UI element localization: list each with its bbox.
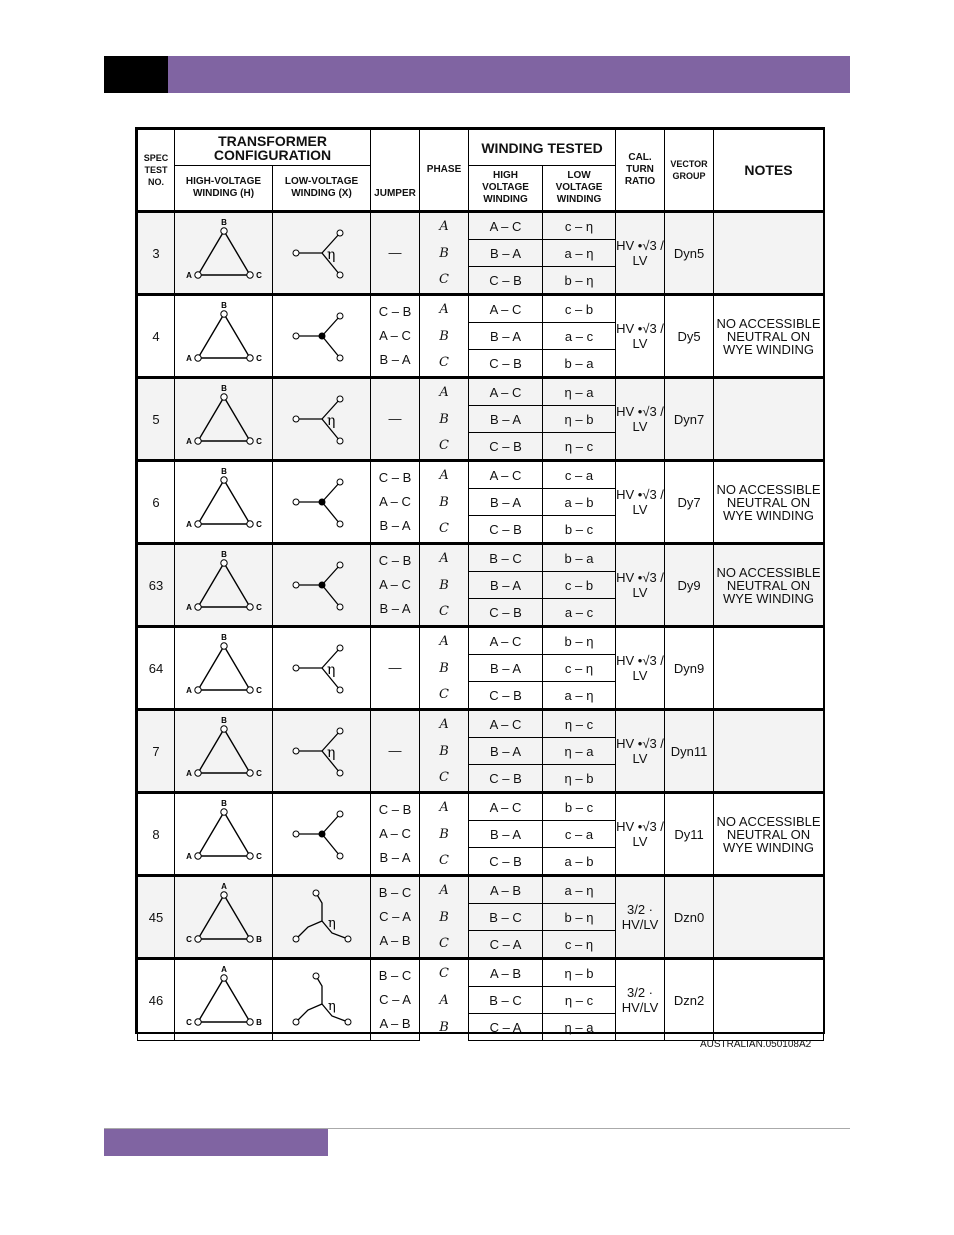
lv-winding-tested: η – a bbox=[543, 378, 616, 406]
hv-winding-tested: C – B bbox=[469, 599, 543, 627]
transformer-table bbox=[137, 129, 824, 1041]
zigzag-winding-diagram bbox=[278, 964, 366, 1036]
spec-test-no: 8 bbox=[138, 793, 175, 876]
jumper-cell: — bbox=[371, 378, 420, 461]
hv-winding-tested: B – A bbox=[469, 406, 543, 433]
lv-winding-cell bbox=[273, 959, 371, 1041]
svg-text:C: C bbox=[255, 852, 262, 861]
jumper-value: A – B bbox=[379, 1016, 411, 1031]
jumper-value: C – B bbox=[378, 802, 412, 817]
phase-cell: C bbox=[420, 682, 469, 710]
lv-winding-tested: η – a bbox=[543, 1014, 616, 1041]
vector-group: Dzn2 bbox=[665, 959, 714, 1041]
svg-text:B: B bbox=[255, 1018, 262, 1027]
phase-header: PHASE bbox=[420, 130, 469, 212]
svg-text:C: C bbox=[255, 271, 262, 280]
vector-group: Dyn9 bbox=[665, 627, 714, 710]
table-row bbox=[138, 959, 824, 987]
phase-cell: A bbox=[420, 710, 469, 738]
jumper-value: B – A bbox=[379, 601, 411, 616]
hv-winding-tested: A – C bbox=[469, 295, 543, 323]
phase-cell: C bbox=[420, 350, 469, 378]
svg-text:A: A bbox=[185, 769, 192, 778]
lv-winding-cell bbox=[273, 876, 371, 959]
vector-group: Dy5 bbox=[665, 295, 714, 378]
jumper-cell bbox=[371, 544, 420, 627]
jumper-value: B – A bbox=[379, 518, 411, 533]
phase-cell: B bbox=[420, 406, 469, 433]
phase-cell: B bbox=[420, 572, 469, 599]
vector-group: Dyn7 bbox=[665, 378, 714, 461]
hv-winding-tested: A – C bbox=[469, 710, 543, 738]
svg-text:C: C bbox=[255, 603, 262, 612]
notes-cell bbox=[714, 959, 824, 1041]
phase-cell: A bbox=[420, 461, 469, 489]
hv-winding-tested: B – C bbox=[469, 544, 543, 572]
jumper-cell: — bbox=[371, 710, 420, 793]
table-row bbox=[138, 876, 824, 904]
wye-winding-diagram bbox=[278, 715, 366, 787]
lv-winding-tested: c – b bbox=[543, 295, 616, 323]
svg-text:η: η bbox=[327, 916, 336, 931]
lv-winding-cell bbox=[273, 627, 371, 710]
turn-ratio: HV •√3 / LV bbox=[616, 793, 665, 876]
jumper-value: B – A bbox=[379, 352, 411, 367]
spec-test-no: 45 bbox=[138, 876, 175, 959]
jumper-value: A – C bbox=[379, 577, 411, 592]
phase-cell: A bbox=[420, 987, 469, 1014]
jumper-value: C – A bbox=[379, 992, 411, 1007]
notes-cell bbox=[714, 378, 824, 461]
lv-winding-tested: a – c bbox=[543, 599, 616, 627]
spec-test-no: 46 bbox=[138, 959, 175, 1041]
lv-winding-tested: a – b bbox=[543, 848, 616, 876]
hv-winding-tested: A – C bbox=[469, 793, 543, 821]
svg-text:A: A bbox=[220, 882, 227, 891]
turn-ratio: HV •√3 / LV bbox=[616, 461, 665, 544]
hv-winding-tested: C – B bbox=[469, 516, 543, 544]
spec-test-no: 4 bbox=[138, 295, 175, 378]
lv-winding-cell bbox=[273, 544, 371, 627]
turn-ratio: HV •√3 / LV bbox=[616, 544, 665, 627]
vector-group: Dyn11 bbox=[665, 710, 714, 793]
lv-winding-cell bbox=[273, 793, 371, 876]
vector-group: Dy7 bbox=[665, 461, 714, 544]
lv-winding-tested: b – η bbox=[543, 267, 616, 295]
lv-winding-tested: b – η bbox=[543, 904, 616, 931]
lvw-header: LOW VOLTAGE WINDING bbox=[543, 166, 616, 212]
delta-winding-diagram bbox=[180, 632, 268, 704]
phase-cell: A bbox=[420, 378, 469, 406]
hv-winding-cell bbox=[175, 710, 273, 793]
jumper-value: C – B bbox=[378, 304, 412, 319]
phase-cell: B bbox=[420, 1014, 469, 1041]
svg-text:B: B bbox=[255, 935, 262, 944]
wye-winding-diagram bbox=[278, 217, 366, 289]
wye-winding-diagram bbox=[278, 549, 366, 621]
lv-winding-tested: a – η bbox=[543, 240, 616, 267]
wye-winding-diagram bbox=[278, 466, 366, 538]
turn-ratio: HV •√3 / LV bbox=[616, 212, 665, 295]
notes-cell: NO ACCESSIBLE NEUTRAL ON WYE WINDING bbox=[714, 793, 824, 876]
hv-winding-cell bbox=[175, 544, 273, 627]
vector-group: Dzn0 bbox=[665, 876, 714, 959]
svg-text:η: η bbox=[326, 413, 335, 429]
hv-winding-tested: A – C bbox=[469, 461, 543, 489]
jumper-value: B – C bbox=[378, 885, 412, 900]
notes-cell bbox=[714, 627, 824, 710]
hv-winding-tested: C – B bbox=[469, 682, 543, 710]
jumper-value: C – A bbox=[379, 909, 411, 924]
wye-winding-diagram bbox=[278, 632, 366, 704]
hvw-header: HIGH VOLTAGE WINDING bbox=[469, 166, 543, 212]
lv-winding-tested: a – c bbox=[543, 323, 616, 350]
jumper-cell: — bbox=[371, 627, 420, 710]
svg-text:B: B bbox=[220, 218, 227, 227]
svg-text:B: B bbox=[220, 301, 227, 310]
phase-cell: B bbox=[420, 821, 469, 848]
svg-text:B: B bbox=[220, 467, 227, 476]
svg-text:A: A bbox=[185, 686, 192, 695]
hv-winding-tested: A – C bbox=[469, 627, 543, 655]
jumper-cell bbox=[371, 461, 420, 544]
lv-winding-tested: η – b bbox=[543, 406, 616, 433]
lv-winding-tested: a – η bbox=[543, 876, 616, 904]
phase-cell: C bbox=[420, 516, 469, 544]
svg-text:C: C bbox=[255, 520, 262, 529]
svg-text:η: η bbox=[326, 662, 335, 678]
turn-ratio: HV •√3 / LV bbox=[616, 710, 665, 793]
turn-ratio: HV •√3 / LV bbox=[616, 627, 665, 710]
spec-test-no: 3 bbox=[138, 212, 175, 295]
phase-cell: C bbox=[420, 959, 469, 987]
jumper-cell: — bbox=[371, 212, 420, 295]
delta-winding-diagram bbox=[180, 715, 268, 787]
lv-winding-tested: c – a bbox=[543, 461, 616, 489]
svg-text:C: C bbox=[185, 935, 192, 944]
lv-winding-tested: η – b bbox=[543, 959, 616, 987]
delta-winding-diagram bbox=[180, 300, 268, 372]
header-bar bbox=[168, 56, 850, 93]
table-row bbox=[138, 212, 824, 240]
header-black-block bbox=[104, 56, 168, 93]
figure-id: AUSTRALIAN.050108A2 bbox=[700, 1039, 812, 1050]
zigzag-winding-diagram bbox=[278, 881, 366, 953]
svg-text:C: C bbox=[255, 354, 262, 363]
phase-cell: B bbox=[420, 240, 469, 267]
phase-cell: C bbox=[420, 848, 469, 876]
lv-winding-cell bbox=[273, 710, 371, 793]
phase-cell: B bbox=[420, 904, 469, 931]
phase-cell: B bbox=[420, 738, 469, 765]
lv-winding-tested: η – a bbox=[543, 738, 616, 765]
lv-winding-tested: b – η bbox=[543, 627, 616, 655]
spec-test-no: 63 bbox=[138, 544, 175, 627]
notes-cell bbox=[714, 710, 824, 793]
lv-winding-tested: η – c bbox=[543, 987, 616, 1014]
lv-winding-tested: c – η bbox=[543, 655, 616, 682]
lv-winding-tested: b – c bbox=[543, 516, 616, 544]
jumper-header: JUMPER bbox=[371, 130, 420, 212]
config-header: TRANSFORMER CONFIGURATION bbox=[175, 130, 371, 166]
phase-cell: C bbox=[420, 267, 469, 295]
jumper-value: A – B bbox=[379, 933, 411, 948]
svg-text:A: A bbox=[185, 603, 192, 612]
notes-cell bbox=[714, 876, 824, 959]
svg-text:B: B bbox=[220, 633, 227, 642]
table-row bbox=[138, 793, 824, 821]
hv-winding-cell bbox=[175, 461, 273, 544]
svg-text:η: η bbox=[326, 745, 335, 761]
phase-cell: C bbox=[420, 599, 469, 627]
jumper-cell bbox=[371, 959, 420, 1041]
hv-winding-tested: B – A bbox=[469, 655, 543, 682]
lv-winding-tested: c – b bbox=[543, 572, 616, 599]
jumper-cell bbox=[371, 295, 420, 378]
hv-winding-tested: A – C bbox=[469, 378, 543, 406]
hv-winding-cell bbox=[175, 959, 273, 1041]
delta-winding-diagram bbox=[180, 881, 268, 953]
spec-test-no: 64 bbox=[138, 627, 175, 710]
notes-cell: NO ACCESSIBLE NEUTRAL ON WYE WINDING bbox=[714, 544, 824, 627]
jumper-value: B – A bbox=[379, 850, 411, 865]
hv-winding-cell bbox=[175, 378, 273, 461]
turn-ratio: HV •√3 / LV bbox=[616, 378, 665, 461]
lv-winding-tested: c – η bbox=[543, 931, 616, 959]
lv-winding-tested: a – η bbox=[543, 682, 616, 710]
turn-ratio: 3/2 · HV/LV bbox=[616, 876, 665, 959]
jumper-cell bbox=[371, 876, 420, 959]
phase-cell: C bbox=[420, 931, 469, 959]
table-row bbox=[138, 295, 824, 323]
lv-winding-tested: η – c bbox=[543, 433, 616, 461]
hv-winding-tested: B – A bbox=[469, 572, 543, 599]
svg-text:B: B bbox=[220, 799, 227, 808]
delta-winding-diagram bbox=[180, 549, 268, 621]
hv-winding-tested: B – A bbox=[469, 323, 543, 350]
delta-winding-diagram bbox=[180, 466, 268, 538]
hv-winding-cell bbox=[175, 295, 273, 378]
hv-winding-tested: C – B bbox=[469, 765, 543, 793]
svg-text:A: A bbox=[185, 354, 192, 363]
svg-text:A: A bbox=[220, 965, 227, 974]
turn-ratio: 3/2 · HV/LV bbox=[616, 959, 665, 1041]
lv-winding-cell bbox=[273, 212, 371, 295]
table-row bbox=[138, 627, 824, 655]
spec-test-no: 5 bbox=[138, 378, 175, 461]
vector-group: Dy11 bbox=[665, 793, 714, 876]
notes-cell bbox=[714, 212, 824, 295]
svg-text:A: A bbox=[185, 437, 192, 446]
wye-winding-diagram bbox=[278, 300, 366, 372]
phase-cell: A bbox=[420, 295, 469, 323]
svg-text:C: C bbox=[185, 1018, 192, 1027]
notes-cell: NO ACCESSIBLE NEUTRAL ON WYE WINDING bbox=[714, 461, 824, 544]
lv-winding-tested: b – a bbox=[543, 350, 616, 378]
hv-winding-tested: C – B bbox=[469, 267, 543, 295]
delta-winding-diagram bbox=[180, 964, 268, 1036]
table-row bbox=[138, 461, 824, 489]
delta-winding-diagram bbox=[180, 217, 268, 289]
phase-cell: A bbox=[420, 212, 469, 240]
phase-cell: C bbox=[420, 765, 469, 793]
lv-winding-tested: b – c bbox=[543, 793, 616, 821]
hv-winding-tested: C – A bbox=[469, 931, 543, 959]
ratio-header: CAL. TURN RATIO bbox=[616, 130, 665, 212]
footer-bar bbox=[104, 1129, 328, 1156]
jumper-cell bbox=[371, 793, 420, 876]
lv-winding-cell bbox=[273, 378, 371, 461]
jumper-value: C – B bbox=[378, 470, 412, 485]
lv-winding-tested: c – η bbox=[543, 212, 616, 240]
hv-winding-cell bbox=[175, 793, 273, 876]
jumper-value: C – B bbox=[378, 553, 412, 568]
hv-winding-tested: B – A bbox=[469, 240, 543, 267]
lv-winding-cell bbox=[273, 295, 371, 378]
svg-text:C: C bbox=[255, 686, 262, 695]
hv-winding-tested: B – A bbox=[469, 489, 543, 516]
lv-winding-tested: c – a bbox=[543, 821, 616, 848]
lv-winding-tested: η – b bbox=[543, 765, 616, 793]
svg-text:η: η bbox=[327, 999, 336, 1014]
hv-winding-tested: A – B bbox=[469, 876, 543, 904]
spec-header: SPEC TEST NO. bbox=[138, 130, 175, 212]
jumper-value: A – C bbox=[379, 328, 411, 343]
svg-text:η: η bbox=[326, 247, 335, 263]
svg-text:B: B bbox=[220, 384, 227, 393]
winding-header: WINDING TESTED bbox=[469, 130, 616, 166]
phase-cell: B bbox=[420, 655, 469, 682]
table-row bbox=[138, 544, 824, 572]
lv-winding-tested: η – c bbox=[543, 710, 616, 738]
hv-winding-cell bbox=[175, 212, 273, 295]
phase-cell: A bbox=[420, 876, 469, 904]
svg-text:B: B bbox=[220, 550, 227, 559]
svg-text:A: A bbox=[185, 271, 192, 280]
lv-winding-tested: b – a bbox=[543, 544, 616, 572]
hv-winding-tested: C – A bbox=[469, 1014, 543, 1041]
svg-text:A: A bbox=[185, 852, 192, 861]
hv-winding-tested: C – B bbox=[469, 848, 543, 876]
phase-cell: C bbox=[420, 433, 469, 461]
table-body bbox=[138, 212, 824, 1041]
phase-cell: A bbox=[420, 627, 469, 655]
hv-winding-tested: A – C bbox=[469, 212, 543, 240]
vector-group: Dy9 bbox=[665, 544, 714, 627]
transformer-table-frame bbox=[135, 127, 825, 1034]
vector-group: Dyn5 bbox=[665, 212, 714, 295]
hv-winding-cell bbox=[175, 876, 273, 959]
delta-winding-diagram bbox=[180, 798, 268, 870]
turn-ratio: HV •√3 / LV bbox=[616, 295, 665, 378]
lv-winding-cell bbox=[273, 461, 371, 544]
hv-winding-tested: C – B bbox=[469, 350, 543, 378]
delta-winding-diagram bbox=[180, 383, 268, 455]
svg-text:A: A bbox=[185, 520, 192, 529]
phase-cell: A bbox=[420, 793, 469, 821]
hv-winding-tested: C – B bbox=[469, 433, 543, 461]
hv-winding-cell bbox=[175, 627, 273, 710]
hv-winding-tested: B – A bbox=[469, 738, 543, 765]
phase-cell: B bbox=[420, 489, 469, 516]
hv-winding-tested: B – C bbox=[469, 904, 543, 931]
spec-test-no: 7 bbox=[138, 710, 175, 793]
jumper-value: A – C bbox=[379, 826, 411, 841]
table-row bbox=[138, 710, 824, 738]
svg-text:C: C bbox=[255, 769, 262, 778]
hv-winding-tested: A – B bbox=[469, 959, 543, 987]
spec-test-no: 6 bbox=[138, 461, 175, 544]
hv-winding-tested: B – C bbox=[469, 987, 543, 1014]
phase-cell: A bbox=[420, 544, 469, 572]
phase-cell: B bbox=[420, 323, 469, 350]
svg-text:B: B bbox=[220, 716, 227, 725]
hv-winding-tested: B – A bbox=[469, 821, 543, 848]
notes-header: NOTES bbox=[714, 130, 824, 212]
wye-winding-diagram bbox=[278, 383, 366, 455]
jumper-value: B – C bbox=[378, 968, 412, 983]
lv-winding-tested: a – b bbox=[543, 489, 616, 516]
hv-header: HIGH-VOLTAGE WINDING (H) bbox=[175, 166, 273, 212]
svg-text:C: C bbox=[255, 437, 262, 446]
vector-header: VECTOR GROUP bbox=[665, 130, 714, 212]
wye-winding-diagram bbox=[278, 798, 366, 870]
table-row bbox=[138, 378, 824, 406]
lv-header: LOW-VOLTAGE WINDING (X) bbox=[273, 166, 371, 212]
notes-cell: NO ACCESSIBLE NEUTRAL ON WYE WINDING bbox=[714, 295, 824, 378]
jumper-value: A – C bbox=[379, 494, 411, 509]
